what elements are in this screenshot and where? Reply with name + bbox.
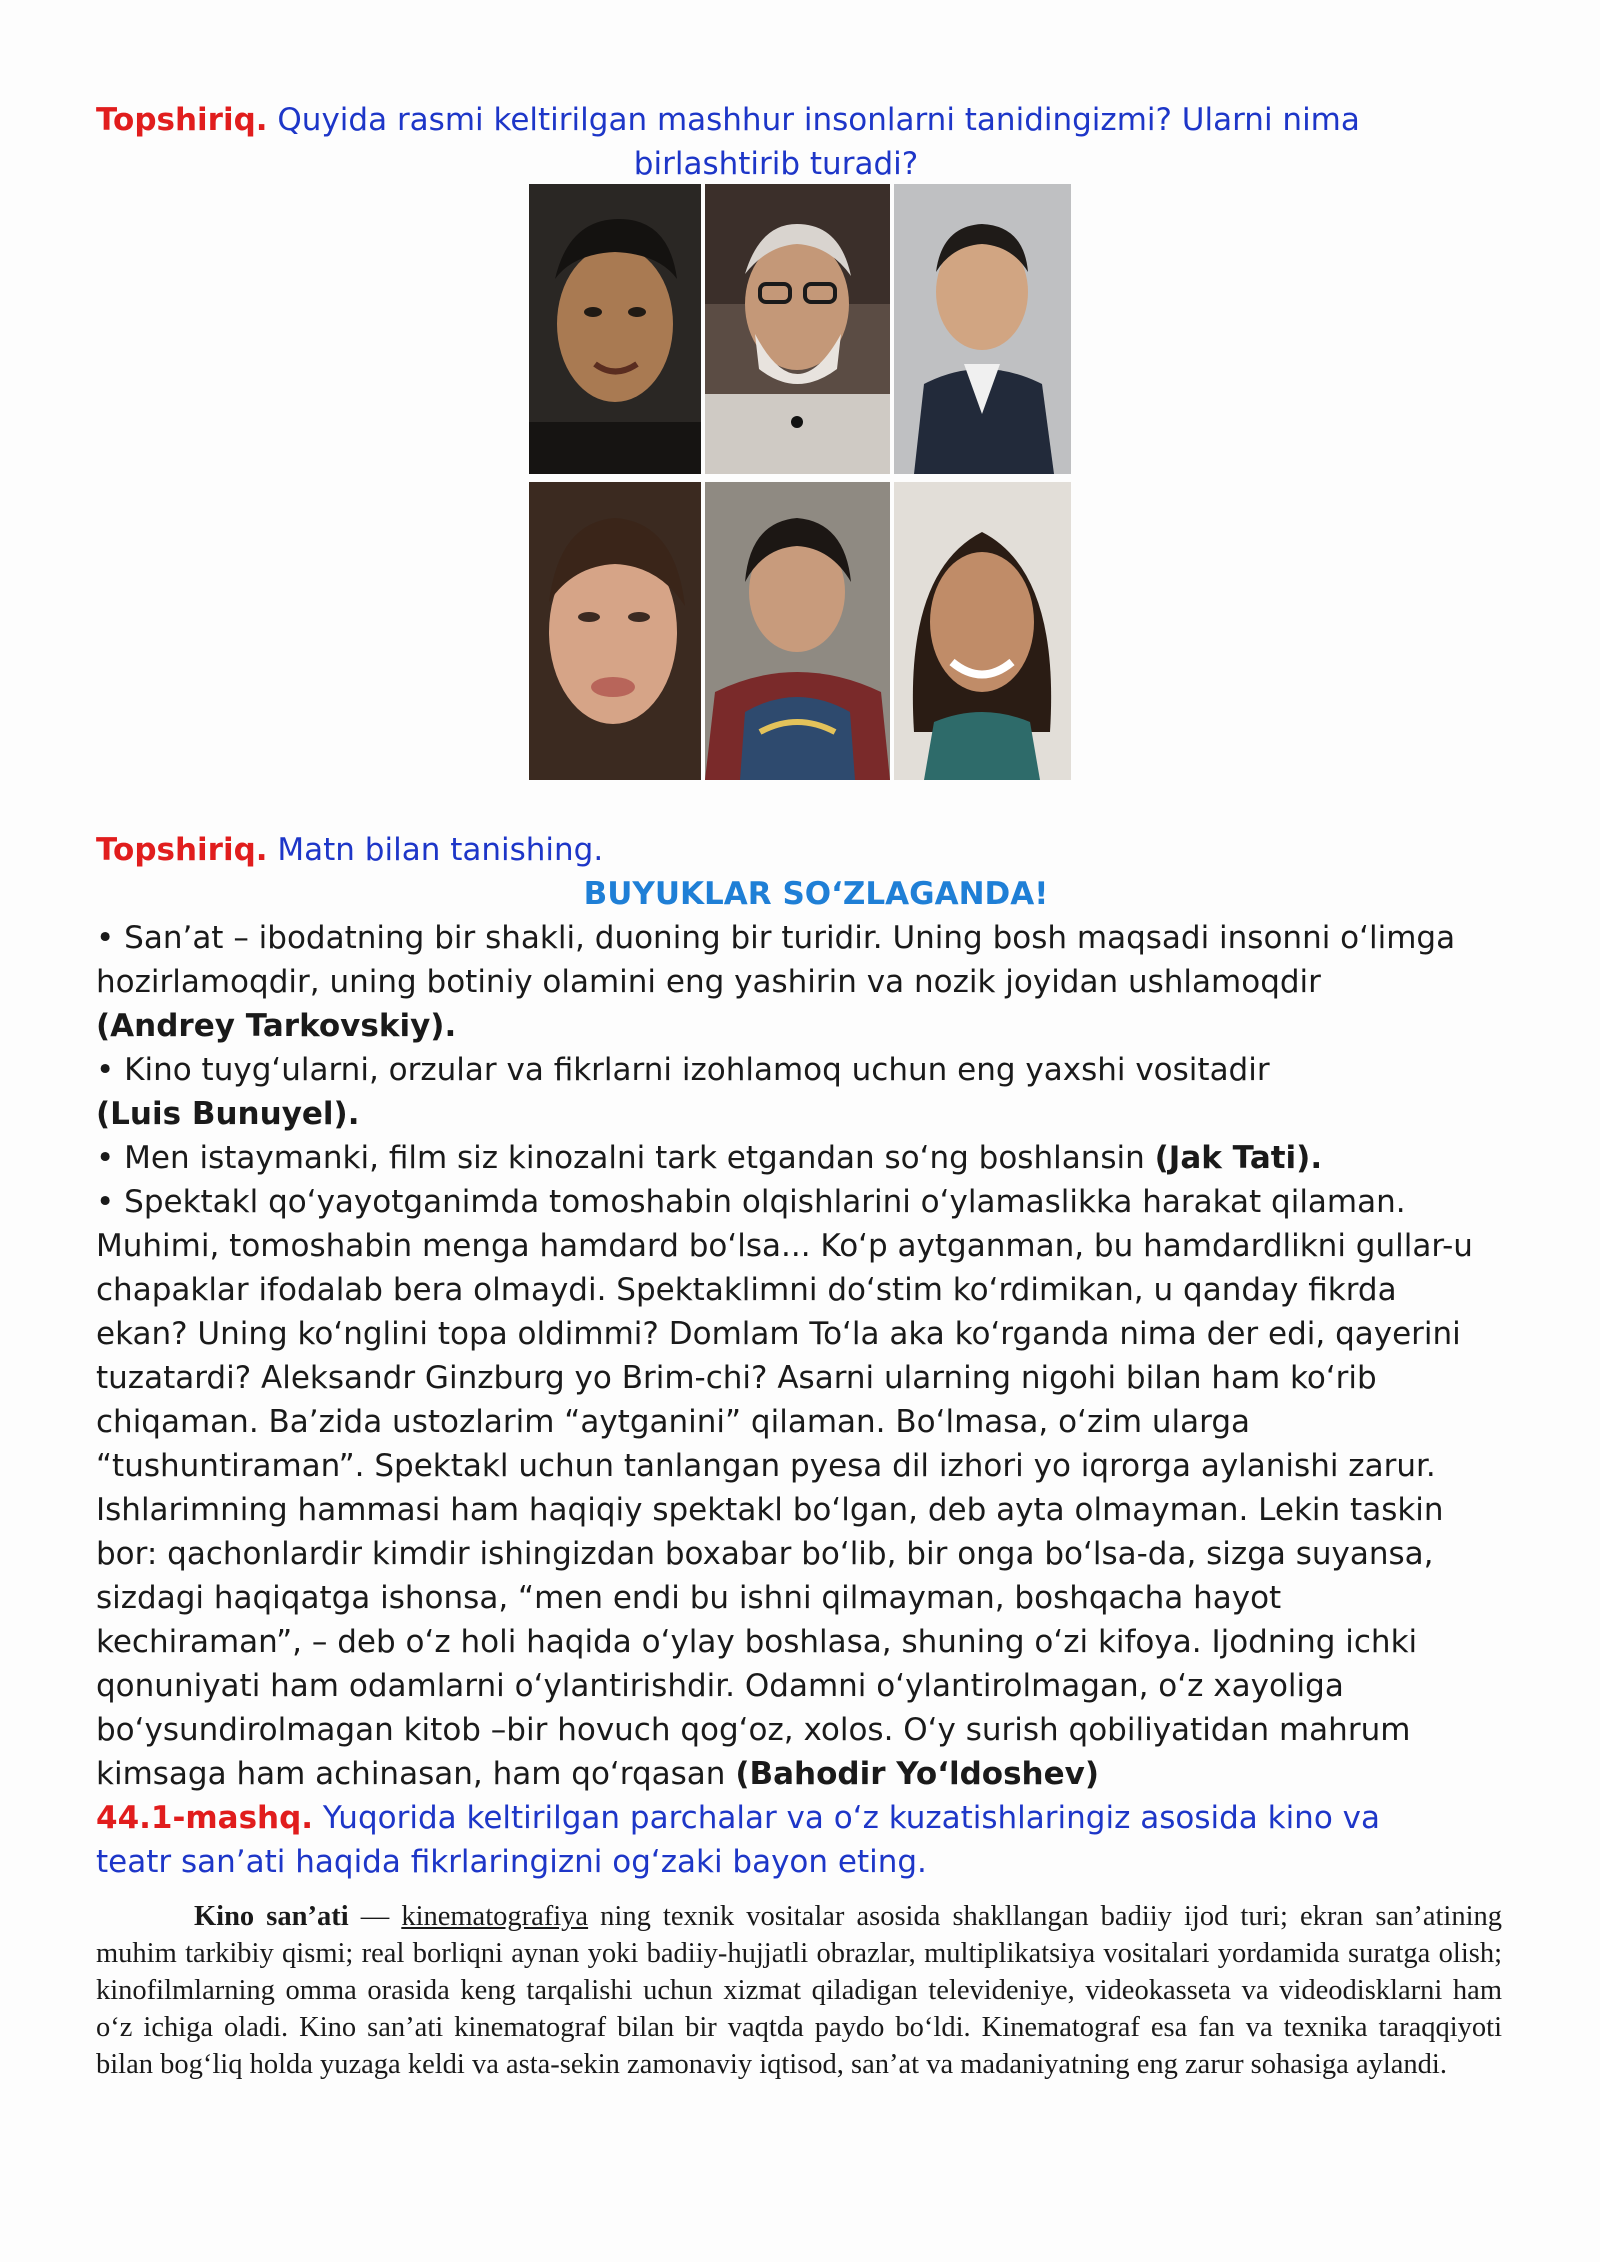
task-1-text-line2: birlashtirib turadi? xyxy=(633,146,919,182)
quote-2 xyxy=(96,1048,1356,1136)
portrait-4-icon xyxy=(529,482,701,780)
definition-term: Kino san’ati xyxy=(194,1901,349,1932)
task-1 xyxy=(96,98,1426,186)
definition-text: ning texnik vositalar asosida shakllangan badiiy ijod turi; ekran san’atining muhim tarkibiy qismi; real borliqni aynan yoki badiiy-hujjatli obrazlar, multiplikatsiya vositalari yordamida suratga olish; kinofilmlarning omma orasida keng tarqalishi uchun xizmat qiladigan televideniye, videokasseta va videodisklarni ham o‘z ichiga oladi. Kino san’ati kinematograf bilan bir vaqtda paydo bo‘ldi. Kinematograf esa fan va texnika taraqqiyoti bilan bog‘liq holda yuzaga keldi va asta-sekin zamonaviy iqtisod, san’at va madaniyatning eng zarur sohasiga aylandi. xyxy=(96,1901,1503,2080)
quote-2-author: (Luis Bunuyel). xyxy=(96,1096,360,1132)
exercise-label: 44.1-mashq. xyxy=(96,1800,314,1836)
portrait-6-icon xyxy=(894,482,1071,780)
section-heading: BUYUKLAR SO‘ZLAGANDA! xyxy=(583,876,1049,912)
portrait-2-icon xyxy=(705,184,890,474)
quote-2-text: • Kino tuyg‘ularni, orzular va fikrlarni izohlamoq uchun eng yaxshi vositadir xyxy=(96,1052,1270,1088)
main-text xyxy=(96,828,1536,1884)
kinematografiya-link[interactable]: kinematografiya xyxy=(401,1901,589,1932)
definition-paragraph xyxy=(96,1898,1502,2083)
quote-4 xyxy=(96,1180,1496,1796)
quote-3-author: (Jak Tati). xyxy=(1154,1140,1323,1176)
portrait-5-icon xyxy=(705,482,890,780)
quote-1-author: (Andrey Tarkovskiy). xyxy=(96,1008,457,1044)
quote-1 xyxy=(96,916,1466,1048)
celebrity-photo-grid xyxy=(529,184,1071,780)
quote-3 xyxy=(96,1136,1536,1180)
quote-4-author: (Bahodir Yo‘ldoshev) xyxy=(735,1756,1100,1792)
portrait-3-icon xyxy=(894,184,1071,474)
task-1-text-line1: Quyida rasmi keltirilgan mashhur insonlarni tanidingizmi? Ularni nima xyxy=(277,102,1360,138)
quote-3-text: • Men istaymanki, film siz kinozalni tark etgandan so‘ng boshlansin xyxy=(96,1140,1155,1176)
quote-4-text: • Spektakl qo‘yayotganimda tomoshabin olqishlarini o‘ylamaslikka harakat qilaman. Muhimi, tomoshabin menga hamdard bo‘lsa... Ko‘p aytganman, bu hamdardlikni gullar-u chapaklar ifodalab bera olmaydi. Spektaklimni do‘stim ko‘rdimikan, u qanday fikrda ekan? Uning ko‘nglini topa oldimmi? Domlam To‘la aka ko‘rganda nima der edi, qayerini tuzatardi? Aleksandr Ginzburg yo Brim-chi? Asarni ularning nigohi bilan ham ko‘rib chiqaman. Ba’zida ustozlarim “aytganini” qilaman. Bo‘lmasa, o‘zim ularga “tushuntiraman”. Spektakl uchun tanlangan pyesa dil izhori yo iqrorga aylanishi zarur. Ishlarimning hammasi ham haqiqiy spektakl bo‘lgan, deb ayta olmayman. Lekin taskin bor: qachonlardir kimdir ishingizdan boxabar bo‘lib, bir onga bo‘lsa-da, sizga suyansa, sizdagi haqiqatga ishonsa, “men endi bu ishni qilmayman, boshqacha hayot kechiraman”, – deb o‘z holi haqida o‘ylay boshlasa, shuning o‘zi kifoya. Ijodning ichki qonuniyati ham odamlarni o‘ylantirishdir. Odamni o‘ylantirolmagan, o‘z xayoliga bo‘ysundirolmagan kitob –bir hovuch qog‘oz, xolos. O‘y surish qobiliyatidan mahrum kimsaga ham achinasan, ham qo‘rqasan xyxy=(96,1184,1473,1792)
task-1-label: Topshiriq. xyxy=(96,102,268,138)
quote-1-text: • San’at – ibodatning bir shakli, duoning bir turidir. Uning bosh maqsadi insonni o‘limga hozirlamoqdir, uning botiniy olamini eng yashirin va nozik joyidan ushlamoqdir xyxy=(96,920,1456,1000)
exercise-text: Yuqorida keltirilgan parchalar va o‘z kuzatishlaringiz asosida kino va teatr san’ati haqida fikrlaringizni og‘zaki bayon eting. xyxy=(96,1800,1380,1880)
definition-dash: — xyxy=(348,1901,402,1932)
portrait-1-icon xyxy=(529,184,701,474)
exercise xyxy=(96,1796,1396,1884)
task-2-label: Topshiriq. xyxy=(96,832,268,868)
task-2-text: Matn bilan tanishing. xyxy=(277,832,604,868)
